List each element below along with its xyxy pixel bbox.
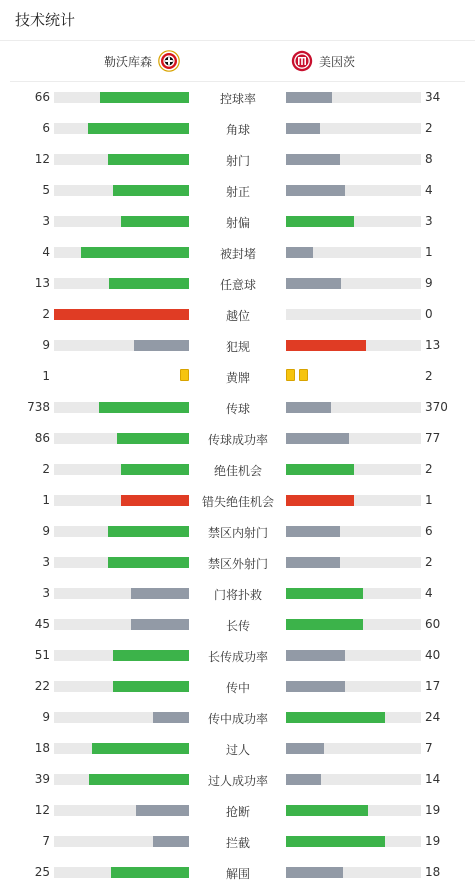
stat-row	[0, 392, 475, 423]
home-bar-track	[54, 712, 189, 723]
stat-row	[0, 330, 475, 361]
stat-row	[0, 826, 475, 857]
stat-row	[0, 578, 475, 609]
away-bar-fill	[286, 557, 340, 568]
home-bar-track	[54, 681, 189, 692]
home-bar-track	[54, 650, 189, 661]
stat-label: 被封堵	[219, 247, 256, 261]
page-title: 技术统计	[0, 0, 475, 41]
yellow-card-icon	[180, 369, 189, 381]
stat-label: 禁区内射门	[207, 526, 268, 540]
home-bar-track	[54, 774, 189, 785]
home-bar-fill	[108, 557, 189, 568]
stat-label: 长传成功率	[207, 650, 268, 664]
away-bar-fill	[286, 836, 385, 847]
away-bar-track	[286, 805, 421, 816]
home-team-crest-icon	[158, 50, 180, 72]
stat-row	[0, 702, 475, 733]
home-value: 66	[34, 90, 50, 104]
away-value: 1	[425, 493, 433, 507]
away-bar-fill	[286, 588, 363, 599]
home-bar-track	[54, 340, 189, 351]
away-value: 2	[425, 121, 433, 135]
home-value: 9	[42, 524, 50, 538]
home-value: 45	[34, 617, 50, 631]
home-bar-track	[54, 433, 189, 444]
stat-row	[0, 144, 475, 175]
home-bar-fill	[136, 805, 189, 816]
home-bar-fill	[88, 123, 189, 134]
away-value: 24	[425, 710, 441, 724]
home-bar-fill	[153, 712, 189, 723]
away-bar-fill	[286, 774, 321, 785]
away-bar-track	[286, 774, 421, 785]
home-value: 2	[42, 462, 50, 476]
stat-label: 过人成功率	[207, 774, 268, 788]
home-value: 5	[42, 183, 50, 197]
home-bar-track	[54, 154, 189, 165]
stat-row	[0, 640, 475, 671]
stat-label: 绝佳机会	[213, 464, 262, 478]
away-yellow-cards	[286, 369, 308, 381]
stat-label: 错失绝佳机会	[201, 495, 274, 509]
home-bar-track	[54, 216, 189, 227]
home-value: 6	[42, 121, 50, 135]
away-bar-fill	[286, 712, 385, 723]
yellow-card-icon	[299, 369, 308, 381]
home-value: 9	[42, 710, 50, 724]
away-bar-fill	[286, 495, 354, 506]
away-bar-fill	[286, 185, 345, 196]
home-bar-track	[54, 743, 189, 754]
home-bar-fill	[100, 92, 189, 103]
home-bar-track	[54, 495, 189, 506]
away-bar-track	[286, 650, 421, 661]
home-value: 3	[42, 214, 50, 228]
stat-label: 抢断	[225, 805, 250, 819]
stat-label: 犯规	[225, 340, 250, 354]
home-bar-track	[54, 309, 189, 320]
away-bar-track	[286, 619, 421, 630]
home-bar-fill	[121, 464, 189, 475]
away-bar-fill	[286, 867, 343, 878]
home-value: 51	[34, 648, 50, 662]
stat-label: 射正	[225, 185, 250, 199]
away-value: 60	[425, 617, 441, 631]
away-bar-track	[286, 712, 421, 723]
stats-table	[0, 82, 475, 888]
away-bar-fill	[286, 247, 313, 258]
teams-header	[10, 41, 465, 82]
stat-row	[0, 671, 475, 702]
home-bar-fill	[108, 154, 189, 165]
away-team-name: 美因茨	[319, 54, 356, 69]
home-bar-fill	[121, 216, 189, 227]
away-bar-track	[286, 743, 421, 754]
home-value: 3	[42, 586, 50, 600]
away-bar-fill	[286, 526, 340, 537]
away-bar-fill	[286, 123, 320, 134]
away-bar-fill	[286, 402, 331, 413]
away-bar-fill	[286, 154, 340, 165]
home-value: 9	[42, 338, 50, 352]
home-bar-fill	[99, 402, 189, 413]
away-value: 0	[425, 307, 433, 321]
away-bar-fill	[286, 464, 354, 475]
away-value: 4	[425, 586, 433, 600]
stat-row	[0, 485, 475, 516]
home-value: 2	[42, 307, 50, 321]
away-bar-fill	[286, 681, 345, 692]
away-bar-fill	[286, 92, 332, 103]
stat-row	[0, 82, 475, 113]
away-bar-fill	[286, 743, 324, 754]
away-bar-track	[286, 588, 421, 599]
home-value: 86	[34, 431, 50, 445]
home-bar-fill	[131, 619, 189, 630]
away-value: 1	[425, 245, 433, 259]
stat-label: 拦截	[225, 836, 250, 850]
home-value: 1	[42, 369, 50, 383]
away-value: 2	[425, 369, 433, 383]
away-bar-track	[286, 92, 421, 103]
away-value: 77	[425, 431, 441, 445]
home-bar-track	[54, 464, 189, 475]
home-bar-track	[54, 588, 189, 599]
away-value: 40	[425, 648, 441, 662]
stat-label: 射偏	[225, 216, 250, 230]
away-bar-fill	[286, 805, 368, 816]
away-value: 7	[425, 741, 433, 755]
away-team-crest-icon	[291, 50, 313, 72]
home-bar-fill	[54, 309, 189, 320]
stat-label: 越位	[225, 309, 250, 323]
away-bar-track	[286, 278, 421, 289]
home-team-name: 勒沃库森	[103, 54, 152, 69]
home-value: 25	[34, 865, 50, 879]
home-bar-fill	[113, 185, 189, 196]
home-bar-fill	[113, 650, 189, 661]
stat-row	[0, 733, 475, 764]
away-bar-track	[286, 464, 421, 475]
stat-label: 长传	[225, 619, 250, 633]
away-bar-track	[286, 340, 421, 351]
home-bar-track	[54, 92, 189, 103]
home-bar-track	[54, 123, 189, 134]
stat-label: 禁区外射门	[207, 557, 268, 571]
stat-label: 控球率	[219, 92, 256, 106]
stat-label: 传中成功率	[207, 712, 268, 726]
away-bar-track	[286, 185, 421, 196]
home-value: 4	[42, 245, 50, 259]
away-bar-fill	[286, 340, 366, 351]
home-bar-fill	[153, 836, 189, 847]
home-value: 7	[42, 834, 50, 848]
home-bar-fill	[81, 247, 189, 258]
away-value: 19	[425, 803, 441, 817]
stat-label: 传球成功率	[207, 433, 268, 447]
stat-row	[0, 795, 475, 826]
home-value: 13	[34, 276, 50, 290]
stat-label: 传球	[225, 402, 250, 416]
away-bar-fill	[286, 278, 341, 289]
home-bar-fill	[89, 774, 189, 785]
home-bar-track	[54, 278, 189, 289]
home-value: 12	[34, 152, 50, 166]
away-bar-fill	[286, 619, 363, 630]
away-bar-track	[286, 681, 421, 692]
home-bar-track	[54, 185, 189, 196]
away-value: 19	[425, 834, 441, 848]
away-value: 9	[425, 276, 433, 290]
away-bar-track	[286, 309, 421, 320]
away-bar-track	[286, 495, 421, 506]
home-bar-fill	[134, 340, 189, 351]
away-bar-track	[286, 433, 421, 444]
stat-row	[0, 547, 475, 578]
stat-row	[0, 423, 475, 454]
home-bar-fill	[109, 278, 189, 289]
stat-row	[0, 764, 475, 795]
home-bar-fill	[92, 743, 189, 754]
stat-row	[0, 299, 475, 330]
home-bar-track	[54, 557, 189, 568]
home-yellow-cards	[180, 369, 189, 381]
home-bar-track	[54, 402, 189, 413]
stat-row	[0, 454, 475, 485]
away-bar-track	[286, 154, 421, 165]
home-bar-track	[54, 867, 189, 878]
home-value: 1	[42, 493, 50, 507]
home-value: 18	[34, 741, 50, 755]
stat-label: 任意球	[219, 278, 256, 292]
away-bar-track	[286, 557, 421, 568]
home-bar-fill	[108, 526, 189, 537]
home-value: 3	[42, 555, 50, 569]
away-bar-track	[286, 247, 421, 258]
away-value: 34	[425, 90, 441, 104]
away-bar-track	[286, 123, 421, 134]
home-bar-track	[54, 619, 189, 630]
stat-label: 过人	[225, 743, 250, 757]
home-bar-track	[54, 526, 189, 537]
away-value: 6	[425, 524, 433, 538]
stat-row	[0, 609, 475, 640]
away-value: 18	[425, 865, 441, 879]
home-bar-track	[54, 836, 189, 847]
away-bar-track	[286, 526, 421, 537]
stat-row	[0, 175, 475, 206]
home-value: 22	[34, 679, 50, 693]
home-bar-fill	[131, 588, 189, 599]
stat-row	[0, 361, 475, 392]
stat-label: 传中	[225, 681, 250, 695]
stat-label: 解围	[225, 867, 250, 881]
away-bar-track	[286, 402, 421, 413]
away-bar-track	[286, 836, 421, 847]
stat-label: 角球	[225, 123, 250, 137]
stat-label: 门将扑救	[213, 588, 262, 602]
away-bar-fill	[286, 216, 354, 227]
stat-row	[0, 113, 475, 144]
away-value: 8	[425, 152, 433, 166]
away-value: 2	[425, 462, 433, 476]
away-value: 17	[425, 679, 441, 693]
away-bar-fill	[286, 433, 349, 444]
home-bar-track	[54, 247, 189, 258]
stat-label: 射门	[225, 154, 250, 168]
stat-label: 黄牌	[225, 371, 250, 385]
home-bar-fill	[117, 433, 189, 444]
home-bar-fill	[121, 495, 189, 506]
stat-row	[0, 857, 475, 888]
away-value: 370	[425, 400, 448, 414]
stat-row	[0, 237, 475, 268]
away-bar-fill	[286, 650, 345, 661]
home-bar-track	[54, 805, 189, 816]
away-value: 13	[425, 338, 441, 352]
home-value: 12	[34, 803, 50, 817]
yellow-card-icon	[286, 369, 295, 381]
away-value: 3	[425, 214, 433, 228]
home-team[interactable]	[104, 41, 180, 81]
away-bar-track	[286, 867, 421, 878]
home-bar-fill	[113, 681, 189, 692]
away-team[interactable]	[291, 41, 355, 81]
away-bar-track	[286, 216, 421, 227]
stat-row	[0, 268, 475, 299]
home-value: 39	[34, 772, 50, 786]
stat-row	[0, 516, 475, 547]
away-value: 4	[425, 183, 433, 197]
away-value: 14	[425, 772, 441, 786]
away-value: 2	[425, 555, 433, 569]
home-bar-fill	[111, 867, 189, 878]
home-value: 738	[27, 400, 50, 414]
stat-row	[0, 206, 475, 237]
